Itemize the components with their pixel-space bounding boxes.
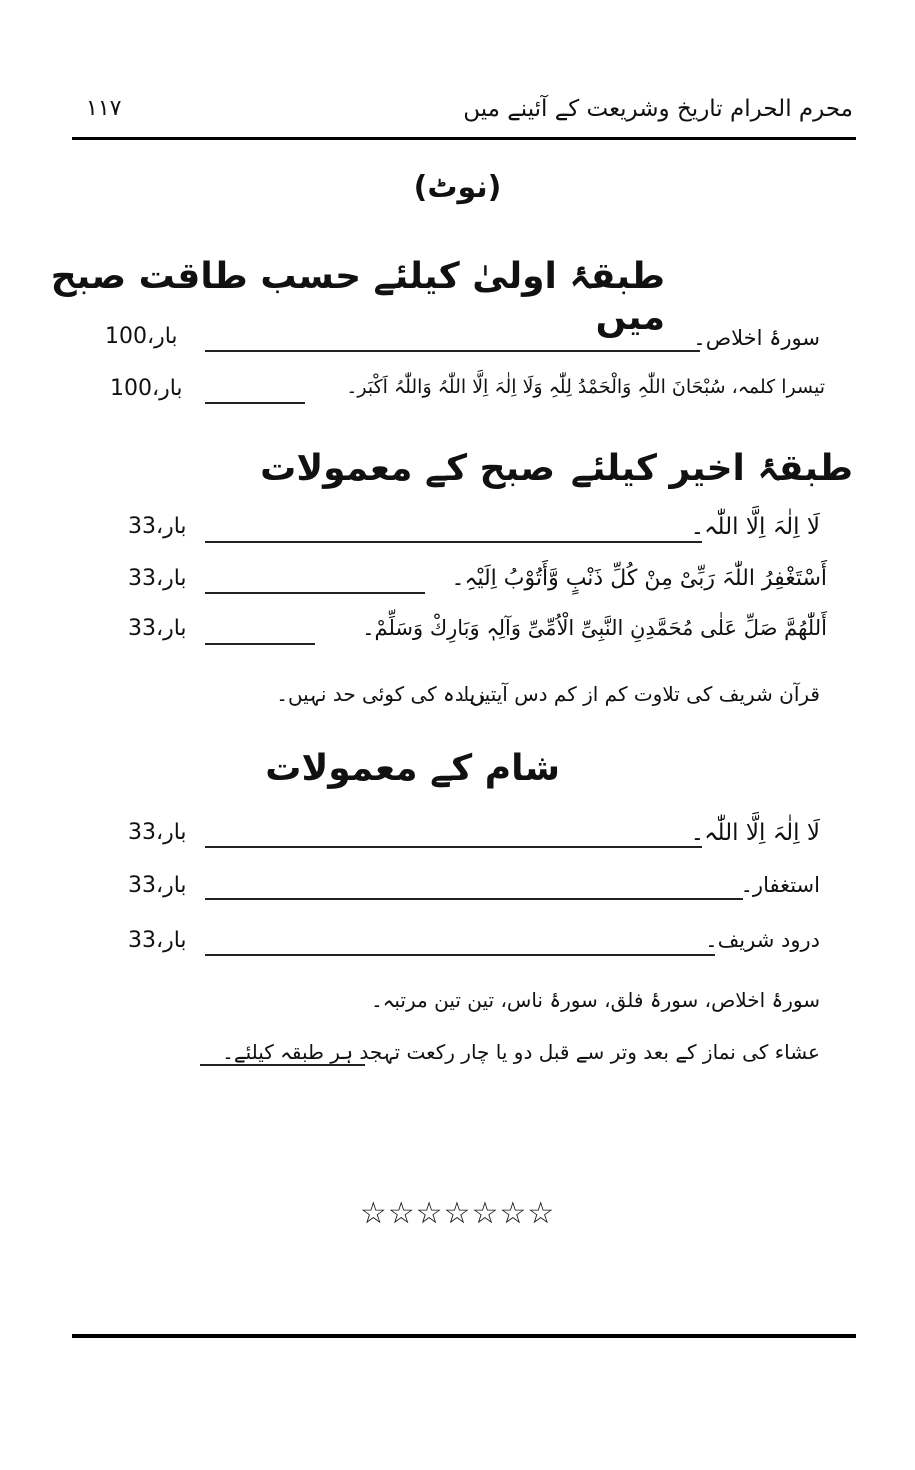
section3-heading: شام کے معمولات	[265, 748, 560, 789]
running-header-title: محرم الحرام تاریخ وشریعت کے آئینے میں	[463, 96, 853, 122]
fill-line	[205, 350, 700, 352]
fill-line	[205, 402, 305, 404]
item-count: 100،بار	[105, 324, 178, 349]
surah-note: سورۂ اخلاص، سورۂ فلق، سورۂ ناس، تین تین مرتبہ۔	[370, 988, 820, 1012]
item-label: أَللّٰھُمَّ صَلِّ عَلٰی مُحَمَّدِنِ النَّبِیِّ الْاُمِّیِّ وَآلِہٖ وَبَارِكْ وَسَلِّمْ۔	[362, 616, 827, 640]
header-rule	[72, 137, 856, 140]
quran-note-2: زیادہ کی کوئی حد نہیں۔	[276, 682, 485, 706]
item-count: 33،بار	[128, 566, 187, 591]
isha-note: عشاء کی نماز کے بعد وتر سے قبل دو یا چار رکعت تہجد ہر طبقہ کیلئے۔	[222, 1040, 820, 1064]
section1-heading: طبقۂ اولیٰ کیلئے حسب طاقت صبح میں	[50, 256, 665, 338]
item-label: درود شریف۔	[705, 928, 820, 952]
fill-line	[205, 592, 425, 594]
section2-heading-left: صبح کے معمولات	[260, 448, 555, 489]
fill-line	[200, 1064, 365, 1066]
quran-note: قرآن شریف کی تلاوت کم از کم دس آیتیں۔	[457, 682, 820, 706]
item-count: 33،بار	[128, 928, 187, 953]
item-count: 33،بار	[128, 616, 187, 641]
item-label: لَا اِلٰہَ اِلَّا اللّٰہ۔	[690, 514, 820, 540]
item-count: 100،بار	[110, 376, 183, 401]
note-heading: (نوٹ)	[413, 170, 502, 205]
page-number: ۱۱۷	[86, 96, 122, 121]
decorative-stars: ☆☆☆☆☆☆☆	[359, 1196, 556, 1231]
item-label: استغفار۔	[740, 873, 820, 897]
item-count: 33،بار	[128, 514, 187, 539]
fill-line	[205, 954, 715, 956]
item-label: سورۂ اخلاص۔	[693, 326, 820, 350]
fill-line	[205, 898, 743, 900]
section2-heading-right: طبقۂ اخیر کیلئے	[570, 448, 853, 489]
item-count: 33،بار	[128, 820, 187, 845]
fill-line	[205, 541, 702, 543]
fill-line	[205, 846, 702, 848]
item-count: 33،بار	[128, 873, 187, 898]
item-label: أَسْتَغْفِرُ اللّٰہَ رَبِّیْ مِنْ کُلِّ ذَنْبٍ وَّأَتُوْبُ اِلَیْہِ۔	[451, 566, 827, 591]
fill-line	[205, 643, 315, 645]
item-label: تیسرا کلمہ، سُبْحَانَ اللّٰہِ وَالْحَمْدُ لِلّٰہِ وَلَا اِلٰہَ اِلَّا اللّٰہُ وَاللّٰہُ اَکْبَر۔	[346, 376, 825, 398]
item-label: لَا اِلٰہَ اِلَّا اللّٰہ۔	[690, 820, 820, 846]
footer-rule	[72, 1334, 856, 1338]
